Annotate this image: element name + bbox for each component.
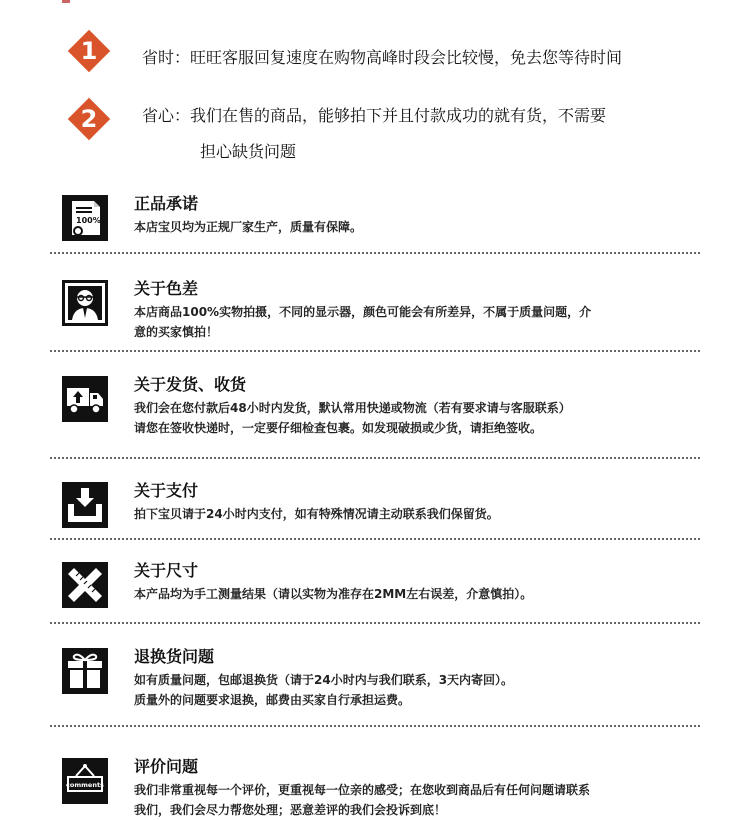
gift-box-icon <box>62 648 108 694</box>
tip-2-line-1: 省心：我们在售的商品，能够拍下并且付款成功的就有货，不需要 <box>142 106 607 125</box>
section-title: 正品承诺 <box>134 194 199 213</box>
section-title: 退换货问题 <box>134 647 215 666</box>
certificate-icon <box>62 195 108 241</box>
section-body <box>134 217 694 237</box>
section-body <box>134 670 694 710</box>
section-body-line: 我们，我们会尽力帮您处理；恶意差评的我们会投诉到底！ <box>134 803 447 817</box>
tip-text-2 <box>142 98 682 170</box>
tip-2-line-2: 担心缺货问题 <box>200 142 297 161</box>
section-body-line: 拍下宝贝请于24小时内支付，如有特殊情况请主动联系我们保留货。 <box>134 507 499 521</box>
section-body <box>134 504 694 524</box>
tip-1-line-1: 省时：旺旺客服回复速度在购物高峰时段会比较慢，免去您等待时间 <box>142 48 623 67</box>
number-badge-2: 2 <box>68 98 110 140</box>
section-body-line: 质量外的问题要求退换，邮费由买家自行承担运费。 <box>134 693 411 707</box>
section-title: 关于支付 <box>134 481 199 500</box>
delivery-truck-icon <box>62 376 108 422</box>
dotted-divider <box>50 350 700 352</box>
section-body-line: 我们会在您付款后48小时内发货，默认常用快递或物流（若有要求请与客服联系） <box>134 401 571 415</box>
section-body-line: 我们非常重视每一个评价，更重视每一位亲的感受；在您收到商品后有任何问题请联系 <box>134 783 591 797</box>
section-body-line: 本产品均为手工测量结果（请以实物为准存在2MM左右误差，介意慎拍）。 <box>134 587 533 601</box>
section-title: 评价问题 <box>134 757 199 776</box>
section-body-line: 本店商品100%实物拍摄，不同的显示器，颜色可能会有所差异，不属于质量问题，介 <box>134 305 592 319</box>
dotted-divider <box>50 252 700 254</box>
top-accent-line <box>62 0 70 3</box>
dotted-divider <box>50 622 700 624</box>
ruler-cross-icon <box>62 562 108 608</box>
dotted-divider <box>50 538 700 540</box>
section-body <box>134 584 694 604</box>
section-body-line: 如有质量问题，包邮退换货（请于24小时内与我们联系，3天内寄回）。 <box>134 673 514 687</box>
section-title: 关于尺寸 <box>134 561 199 580</box>
section-title: 关于发货、收货 <box>134 375 247 394</box>
tip-text-1 <box>142 40 682 76</box>
section-body-line: 意的买家慎拍！ <box>134 325 219 339</box>
number-badge-1: 1 <box>68 30 110 72</box>
person-glasses-icon <box>62 280 108 326</box>
download-tray-icon <box>62 482 108 528</box>
section-body <box>134 398 694 438</box>
section-body <box>134 780 694 820</box>
section-body <box>134 302 694 342</box>
comments-label: comments <box>66 781 104 789</box>
section-body-line: 请您在签收快递时，一定要仔细检查包裹。如发现破损或少货，请拒绝签收。 <box>134 421 543 435</box>
section-title: 关于色差 <box>134 279 199 298</box>
section-body-line: 本店宝贝均为正规厂家生产，质量有保障。 <box>134 220 363 234</box>
dotted-divider <box>50 457 700 459</box>
dotted-divider <box>50 725 700 727</box>
certificate-label: 100% <box>76 216 101 225</box>
comments-sign-icon <box>62 758 108 804</box>
